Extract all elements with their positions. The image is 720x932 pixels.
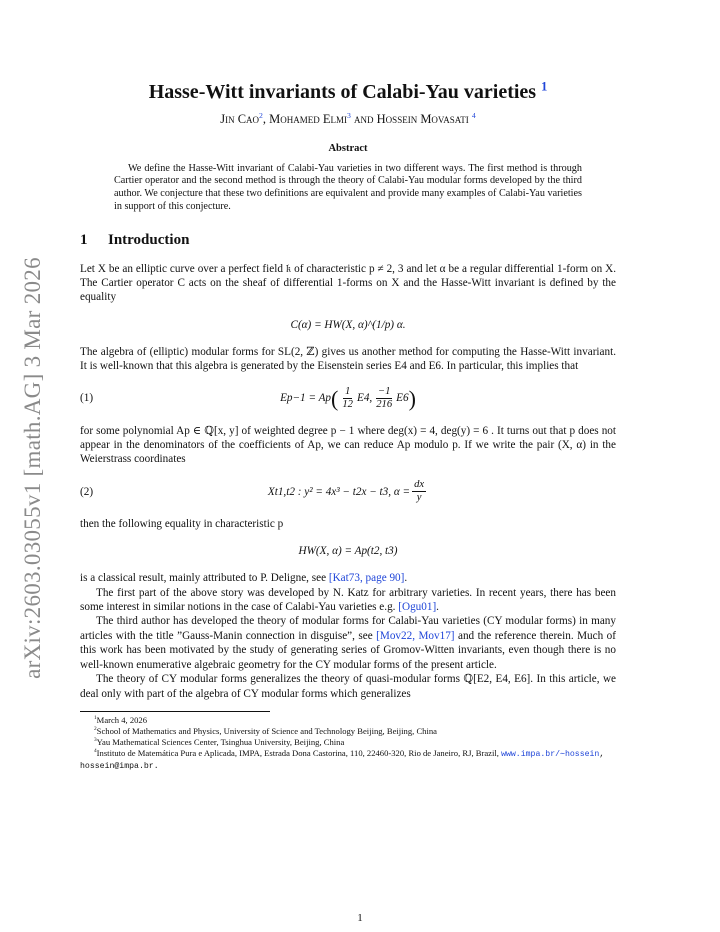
paragraph: for some polynomial Ap ∈ ℚ[x, y] of weighted degree p − 1 where deg(x) = 4, deg(y) = 6 . It turns out that p does not appear in the denominators of the coefficients of Ap, we can reduce Ap modulo p. If we write the pair (X, α) in the Weierstrass coordinates bbox=[80, 424, 616, 466]
citation-link[interactable]: [Kat73, page 90] bbox=[328, 572, 405, 585]
footnote-text: Yau Mathematical Sciences Center, Tsinghua University, Beijing, China bbox=[96, 736, 345, 747]
fraction bbox=[374, 386, 394, 411]
title-footnote-link[interactable]: 1 bbox=[541, 79, 548, 94]
footnote bbox=[80, 737, 616, 748]
footnote-mark: 3 bbox=[94, 737, 97, 744]
denominator: y bbox=[416, 492, 422, 504]
citation-link[interactable]: [Ogu01] bbox=[398, 601, 437, 614]
paragraph: Let X be an elliptic curve over a perfect field 𝔨 of characteristic p ≠ 2, 3 and let α be a regular differential 1-form on X. The Cartier operator C acts on the sheaf of differential 1-forms on X and the Hasse-Witt invariant is defined by the equality bbox=[80, 262, 616, 304]
footnotes bbox=[80, 711, 616, 772]
paragraph-text: The first part of the above story was developed by N. Katz for arbitrary varieties. In recent years, there has been some interest in similar notions in the case of Calabi-Yau varieties e.g. bbox=[80, 586, 616, 614]
abstract-text: We define the Hasse-Witt invariant of Calabi-Yau varieties in two different ways. The first method is through Cartier operator and the second method is through the theory of Calabi-Yau modular forms developed by the third author. We conjecture that these two definitions are equivalent and provide many examples of Calabi-Yau varieties in support of this conjecture. bbox=[114, 162, 582, 212]
footnote-mark: 1 bbox=[94, 715, 97, 722]
equation-term: E4, bbox=[356, 392, 373, 405]
footnote bbox=[80, 715, 616, 726]
equation-1 bbox=[80, 383, 616, 415]
paren-open: ( bbox=[331, 385, 339, 411]
paragraph-text: . bbox=[404, 572, 408, 585]
author-name: Mohamed Elmi bbox=[269, 112, 348, 126]
citation-link[interactable]: [Mov22, Mov17] bbox=[376, 629, 455, 642]
paragraph bbox=[80, 571, 616, 585]
arxiv-id: arXiv:2603.03055v1 [math.AG] 3 Mar 2026 bbox=[20, 257, 45, 679]
paper-page bbox=[80, 80, 616, 772]
footnote-rule bbox=[80, 711, 270, 712]
abstract-heading: Abstract bbox=[328, 143, 368, 155]
url-link[interactable]: www.impa.br/∼hossein bbox=[501, 749, 600, 759]
author-footnote-link[interactable]: 4 bbox=[471, 110, 476, 120]
page-number: 1 bbox=[357, 912, 363, 924]
paragraph: The theory of CY modular forms generalizes the theory of quasi-modular forms ℚ[E2, E4, E6]. In this article, we deal only with part of the algebra of CY modular forms which generalizes bbox=[80, 673, 616, 700]
paragraph bbox=[80, 614, 616, 672]
section-title: Introduction bbox=[108, 232, 190, 249]
equation-cartier: C(α) = HW(X, α)^(1/p) α. bbox=[290, 318, 406, 331]
numerator: 1 bbox=[345, 386, 351, 398]
equation-number: (1) bbox=[80, 392, 94, 405]
fraction bbox=[412, 479, 426, 504]
author-footnote-link[interactable]: 3 bbox=[347, 110, 351, 120]
paragraph bbox=[80, 586, 616, 615]
footnote-text: March 4, 2026 bbox=[96, 714, 148, 725]
equation-number: (2) bbox=[80, 485, 94, 498]
numerator: dx bbox=[414, 479, 425, 491]
paragraph-text: The third author has developed the theory of modular forms for Calabi-Yau varieties (CY modular forms) in many articles with the title ”Gauss-Manin connection in disguise”, see bbox=[80, 615, 616, 642]
numerator: −1 bbox=[377, 386, 391, 398]
equation-hasse-witt: HW(X, α) = Ap(t2, t3) bbox=[298, 545, 398, 558]
fraction bbox=[340, 386, 355, 411]
author-separator: and bbox=[350, 112, 377, 126]
author-list bbox=[80, 112, 616, 126]
paren-close: ) bbox=[408, 385, 416, 411]
author-name: Hossein Movasati bbox=[376, 112, 469, 126]
arxiv-side-label bbox=[18, 248, 48, 688]
equation-2 bbox=[80, 476, 616, 508]
footnote-text: Instituto de Matemática Pura e Aplicada, IMPA, Estrada Dona Castorina, 110, 22460-320, Rio de Janeiro, RJ, Brazil, bbox=[96, 747, 502, 758]
footnote-text: School of Mathematics and Physics, University of Science and Technology Beijing, Beijing, China bbox=[96, 725, 437, 736]
equation-lhs: Ep−1 = Ap bbox=[280, 392, 332, 405]
equation-term: E6 bbox=[396, 392, 409, 405]
paragraph-text: . bbox=[436, 601, 439, 614]
footnote-mark: 4 bbox=[94, 748, 97, 755]
section-heading bbox=[80, 233, 616, 247]
footnote-mark: 2 bbox=[94, 726, 97, 733]
section-number: 1 bbox=[80, 232, 88, 249]
author-footnote-link[interactable]: 2 bbox=[259, 110, 263, 120]
paper-title bbox=[80, 80, 616, 104]
paragraph-text: is a classical result, mainly attributed to P. Deligne, see bbox=[80, 572, 329, 585]
footnote bbox=[80, 726, 616, 737]
paragraph-text: and the reference therein. Much of this work has been motivated by the study of generating series of Gromov-Witten invariants, even though there is no well-known enumerative algebraic geometry for the CY modular forms of the present article. bbox=[80, 629, 616, 671]
email-text: , hossein@impa.br. bbox=[80, 749, 605, 771]
denominator: 12 bbox=[342, 399, 353, 411]
author-separator: , bbox=[262, 112, 270, 126]
author-name: Jin Cao bbox=[220, 112, 260, 126]
equation-lhs: Xt1,t2 : y² = 4x³ − t2x − t3, α = bbox=[267, 485, 411, 498]
paragraph: The algebra of (elliptic) modular forms for SL(2, ℤ) gives us another method for computing the Hasse-Witt invariant. It is well-known that this algebra is generated by the Eisenstein series E4 and E6. In particular, this implies that bbox=[80, 345, 616, 373]
footnote bbox=[80, 748, 616, 772]
denominator: 216 bbox=[376, 399, 393, 411]
title-text: Hasse-Witt invariants of Calabi-Yau varieties bbox=[148, 81, 537, 103]
paragraph: then the following equality in characteristic p bbox=[80, 517, 284, 530]
